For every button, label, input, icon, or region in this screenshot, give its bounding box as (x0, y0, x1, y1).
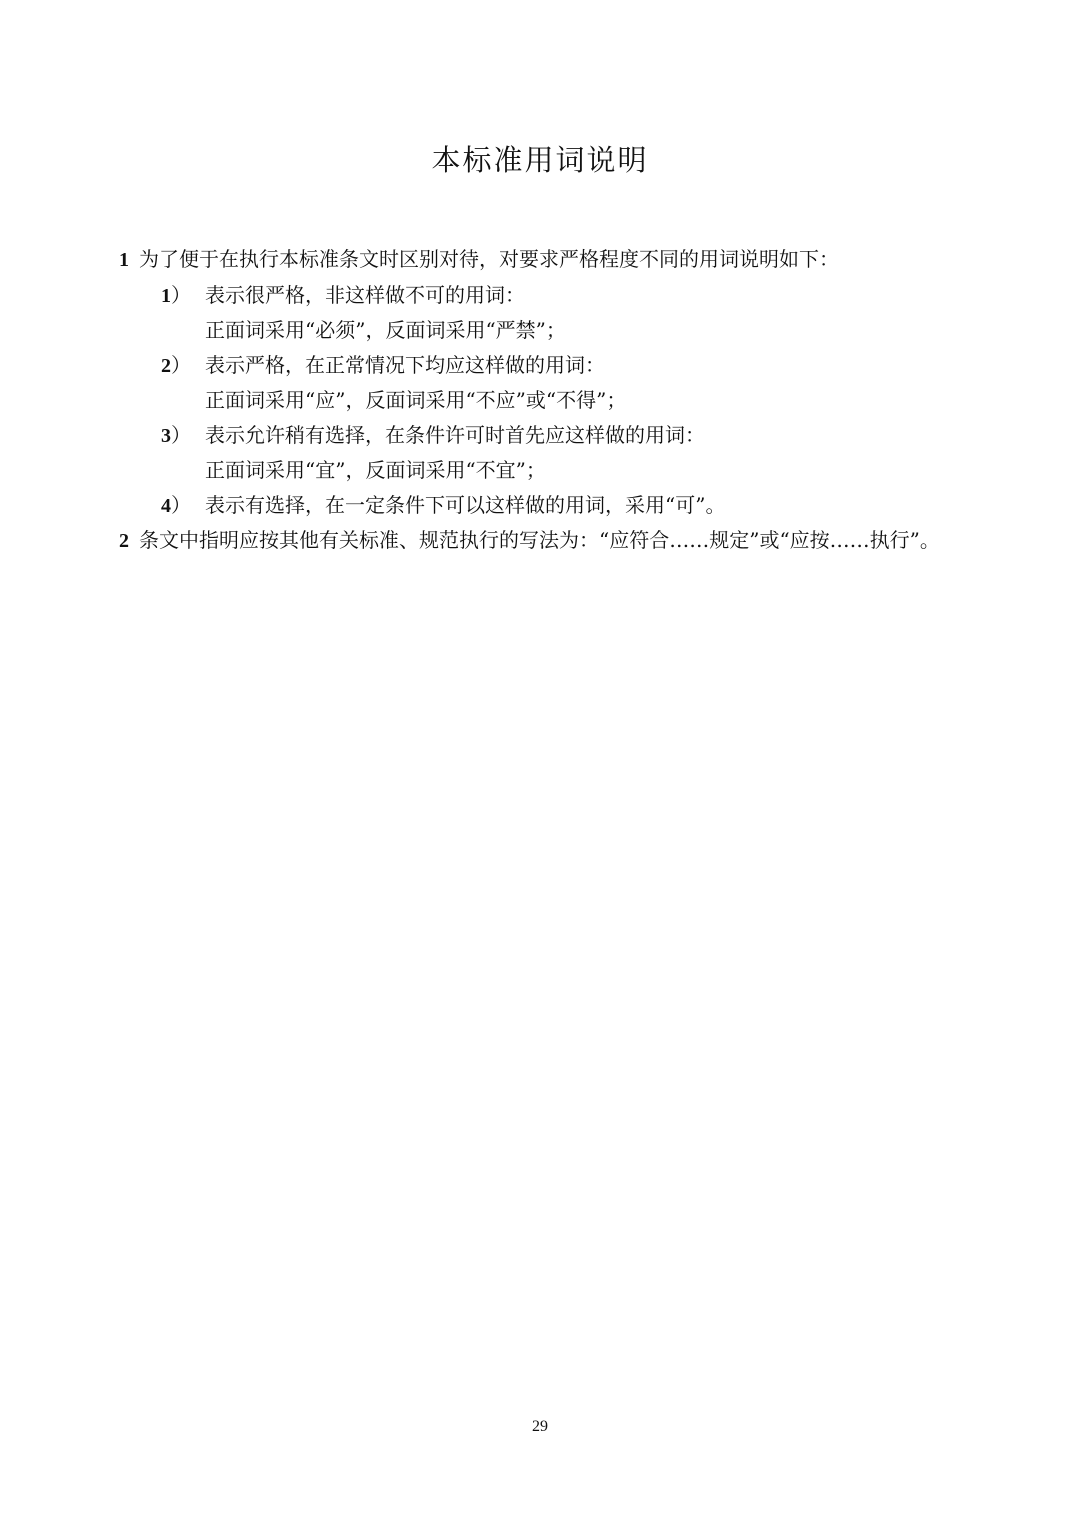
item-line: 正面词采用“宜”，反面词采用“不宜”； (205, 458, 546, 482)
clause-1-item-4 (119, 488, 969, 523)
clause-1 (119, 242, 969, 278)
document-body (119, 242, 969, 559)
item-number: 4） (161, 493, 191, 517)
clause-number: 2 (119, 530, 129, 552)
item-line: 表示很严格，非这样做不可的用词： (205, 283, 525, 307)
item-number: 2） (161, 353, 191, 377)
item-line: 正面词采用“必须”，反面词采用“严禁”； (205, 318, 566, 342)
clause-text: 条文中指明应按其他有关标准、规范执行的写法为：“应符合……规定”或“应按……执行”。 (139, 528, 940, 552)
page-number: 29 (532, 1418, 548, 1435)
clause-2 (119, 523, 969, 559)
clause-number: 1 (119, 249, 129, 271)
item-line: 表示允许稍有选择，在条件许可时首先应这样做的用词： (205, 423, 705, 447)
item-number: 1） (161, 283, 191, 307)
clause-text: 为了便于在执行本标准条文时区别对待，对要求严格程度不同的用词说明如下： (139, 247, 839, 271)
clause-1-item-3 (119, 418, 969, 488)
clause-1-item-2 (119, 348, 969, 418)
item-line: 表示有选择，在一定条件下可以这样做的用词，采用“可”。 (205, 493, 726, 517)
clause-1-item-1 (119, 278, 969, 348)
item-line: 正面词采用“应”，反面词采用“不应”或“不得”； (205, 388, 627, 412)
page-title: 本标准用词说明 (431, 143, 649, 177)
item-number: 3） (161, 423, 191, 447)
item-line: 表示严格，在正常情况下均应这样做的用词： (205, 353, 605, 377)
